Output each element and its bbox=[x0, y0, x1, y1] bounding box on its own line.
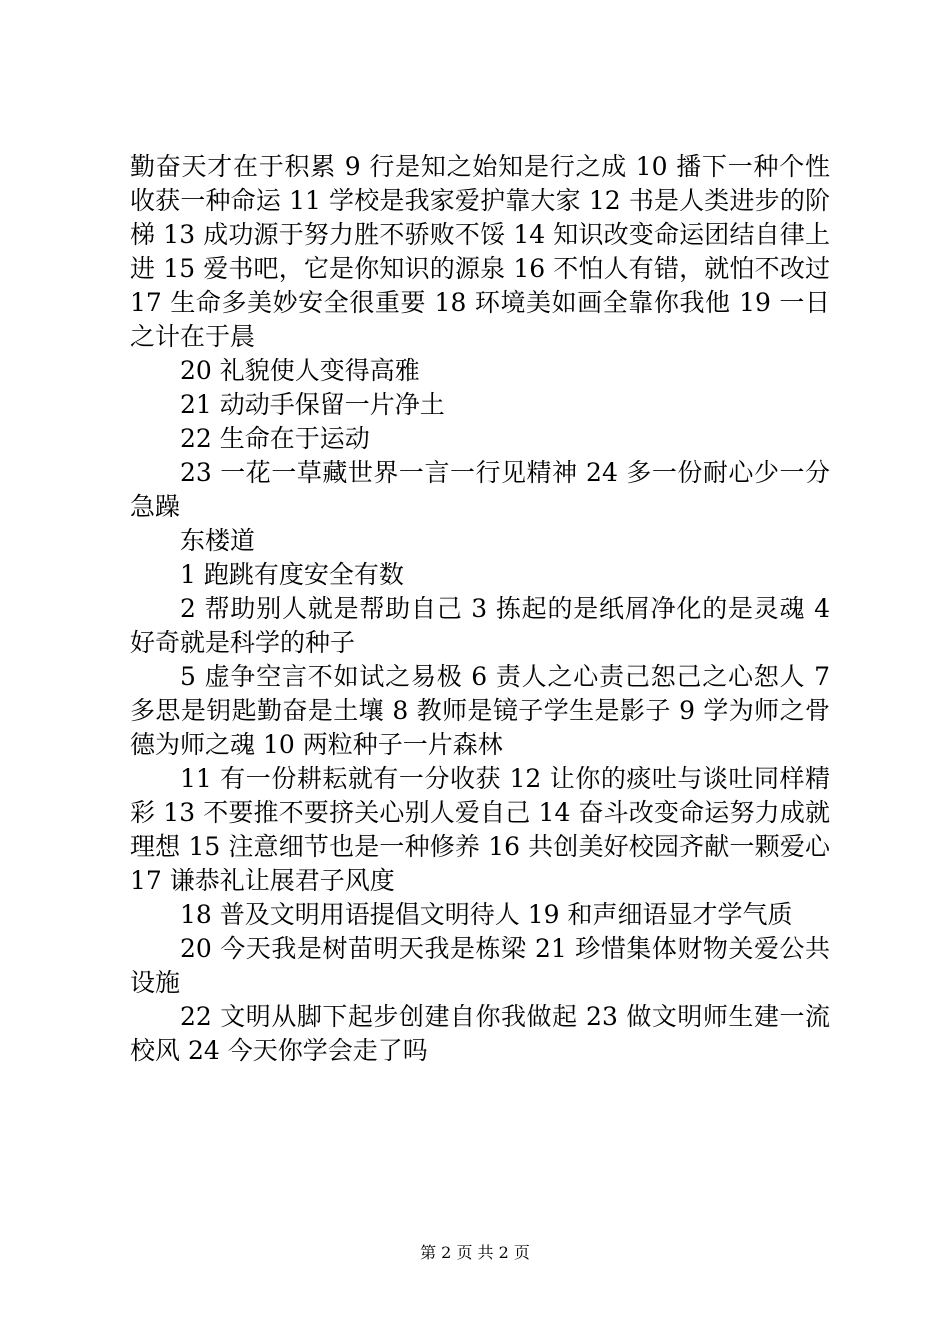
paragraph-east-slogans-5-10: 5 虚争空言不如试之易极 6 责人之心责己恕己之心恕人 7 多思是钥匙勤奋是土壤 8 教师是镜子学生是影子 9 学为师之骨德为师之魂 10 两粒种子一片森林 bbox=[130, 662, 830, 759]
paragraph-east-slogans-22-24: 22 文明从脚下起步创建自你我做起 23 做文明师生建一流校风 24 今天你学会走了吗 bbox=[130, 1002, 830, 1065]
paragraph-slogan-23-24: 23 一花一草藏世界一言一行见精神 24 多一份耐心少一分急躁 bbox=[130, 458, 830, 521]
document-body bbox=[130, 150, 830, 1068]
paragraph-east-slogans-11-17: 11 有一份耕耘就有一分收获 12 让你的痰吐与谈吐同样精彩 13 不要推不要挤关心别人爱自己 14 奋斗改变命运努力成就理想 15 注意细节也是一种修养 16 共创美好校园齐献一颗爱心 17 谦恭礼让展君子风度 bbox=[130, 764, 830, 895]
paragraph-east-slogans-18-19: 18 普及文明用语提倡文明待人 19 和声细语显才学气质 bbox=[180, 900, 793, 929]
paragraph-slogan-20: 20 礼貌使人变得高雅 bbox=[180, 356, 420, 385]
paragraph-east-slogans-2-4: 2 帮助别人就是帮助自己 3 拣起的是纸屑净化的是灵魂 4 好奇就是科学的种子 bbox=[130, 594, 830, 657]
page-number-footer: 第 2 页 共 2 页 bbox=[420, 1243, 530, 1262]
paragraph-east-slogans-20-21: 20 今天我是树苗明天我是栋梁 21 珍惜集体财物关爱公共设施 bbox=[130, 934, 830, 997]
paragraph-slogan-22: 22 生命在于运动 bbox=[180, 424, 370, 453]
paragraph-slogan-21: 21 动动手保留一片净土 bbox=[180, 390, 445, 419]
paragraph-slogans-continued: 勤奋天才在于积累 9 行是知之始知是行之成 10 播下一种个性收获一种命运 11 学校是我家爱护靠大家 12 书是人类进步的阶梯 13 成功源于努力胜不骄败不馁 14 知识改变命运团结自律上进 15 爱书吧，它是你知识的源泉 16 不怕人有错，就怕不改过 17 生命多美妙安全很重要 18 环境美如画全靠你我他 19 一日之计在于晨 bbox=[130, 152, 830, 351]
paragraph-east-slogan-1: 1 跑跳有度安全有数 bbox=[180, 560, 404, 589]
section-heading-east-stairway: 东楼道 bbox=[180, 526, 256, 555]
